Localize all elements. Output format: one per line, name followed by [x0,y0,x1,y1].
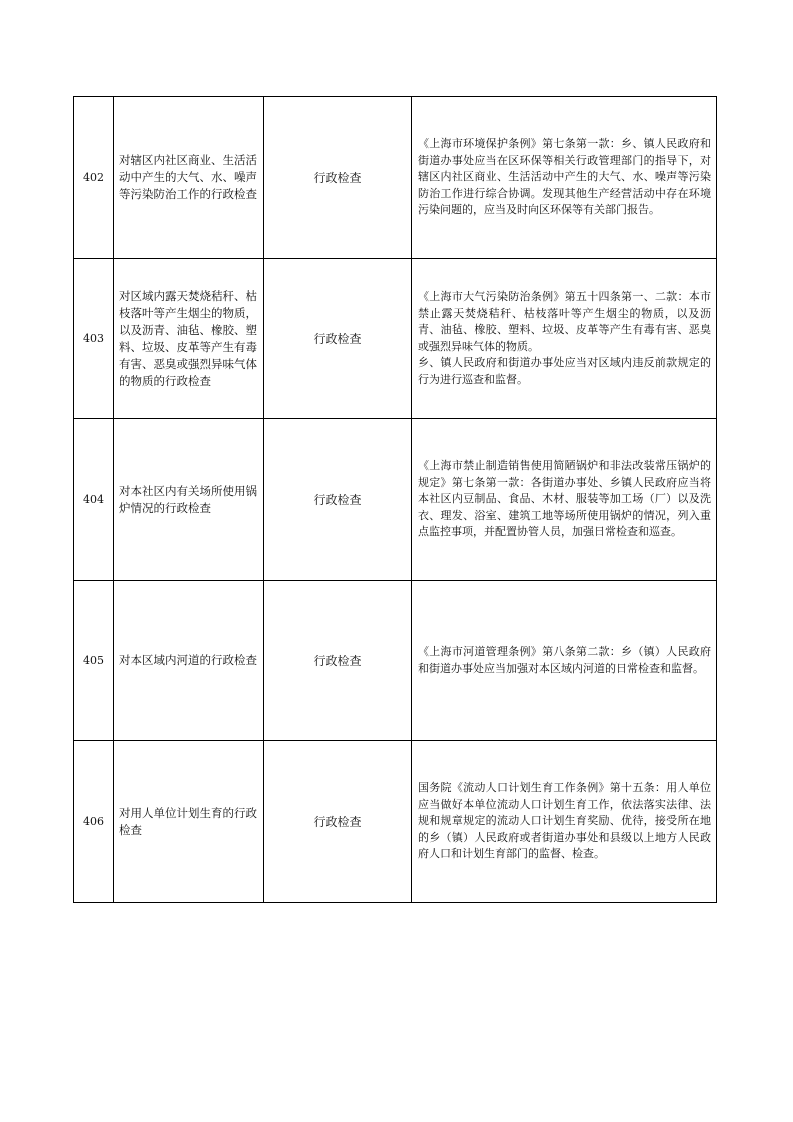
item-type: 行政检查 [264,419,412,581]
item-name: 对辖区内社区商业、生活活动中产生的大气、水、噪声等污染防治工作的行政检查 [119,153,257,201]
legal-basis: 国务院《流动人口计划生育工作条例》第十五条：用人单位应当做好本单位流动人口计划生育工作，依法落实法律、法规和规章规定的流动人口计划生育奖励、优待，接受所在地的乡（镇）人民政府或者街道办事处和县级以上地方人民政府人口和计划生育部门的监督、检查。 [418,781,711,861]
item-name: 对用人单位计划生育的行政检查 [119,805,257,837]
table-row [74,419,717,581]
row-number: 402 [74,97,114,259]
table-row [74,741,717,903]
legal-basis: 《上海市大气污染防治条例》第五十四条第一、二款：本市禁止露天焚烧秸秆、枯枝落叶等产生烟尘的物质，以及沥青、油毡、橡胶、塑料、垃圾、皮革等产生有毒有害、恶臭或强烈异味气体的物质。 乡、镇人民政府和街道办事处应当对区域内违反前款规定的行为进行巡查和监督。 [418,290,711,386]
row-number: 403 [74,259,114,419]
table-row [74,581,717,741]
item-name: 对本区域内河道的行政检查 [119,653,257,667]
inspection-items-table [73,96,717,903]
legal-basis: 《上海市河道管理条例》第八条第二款：乡（镇）人民政府和街道办事处应当加强对本区域内河道的日常检查和监督。 [418,645,711,675]
document-page [73,96,716,903]
table-row [74,97,717,259]
item-type: 行政检查 [264,97,412,259]
row-number: 404 [74,419,114,581]
item-type: 行政检查 [264,259,412,419]
item-type: 行政检查 [264,581,412,741]
table-row [74,259,717,419]
item-type: 行政检查 [264,741,412,903]
legal-basis: 《上海市环境保护条例》第七条第一款：乡、镇人民政府和街道办事处应当在区环保等相关行政管理部门的指导下，对辖区内社区商业、生活活动中产生的大气、水、噪声等污染防治工作进行综合协调。发现其他生产经营活动中存在环境污染问题的，应当及时向区环保等有关部门报告。 [418,137,711,217]
row-number: 406 [74,741,114,903]
row-number: 405 [74,581,114,741]
item-name: 对本社区内有关场所使用锅炉情况的行政检查 [119,483,257,515]
legal-basis: 《上海市禁止制造销售使用简陋锅炉和非法改装常压锅炉的规定》第七条第一款：各街道办事处、乡镇人民政府应当将本社区内豆制品、食品、木材、服装等加工场（厂）以及洗衣、理发、浴室、建筑工地等场所使用锅炉的情况，列入重点监控事项，并配置协管人员，加强日常检查和巡查。 [418,459,711,539]
item-name: 对区域内露天焚烧秸秆、枯枝落叶等产生烟尘的物质，以及沥青、油毡、橡胶、塑料、垃圾、皮革等产生有毒有害、恶臭或强烈异味气体的物质的行政检查 [119,288,257,388]
